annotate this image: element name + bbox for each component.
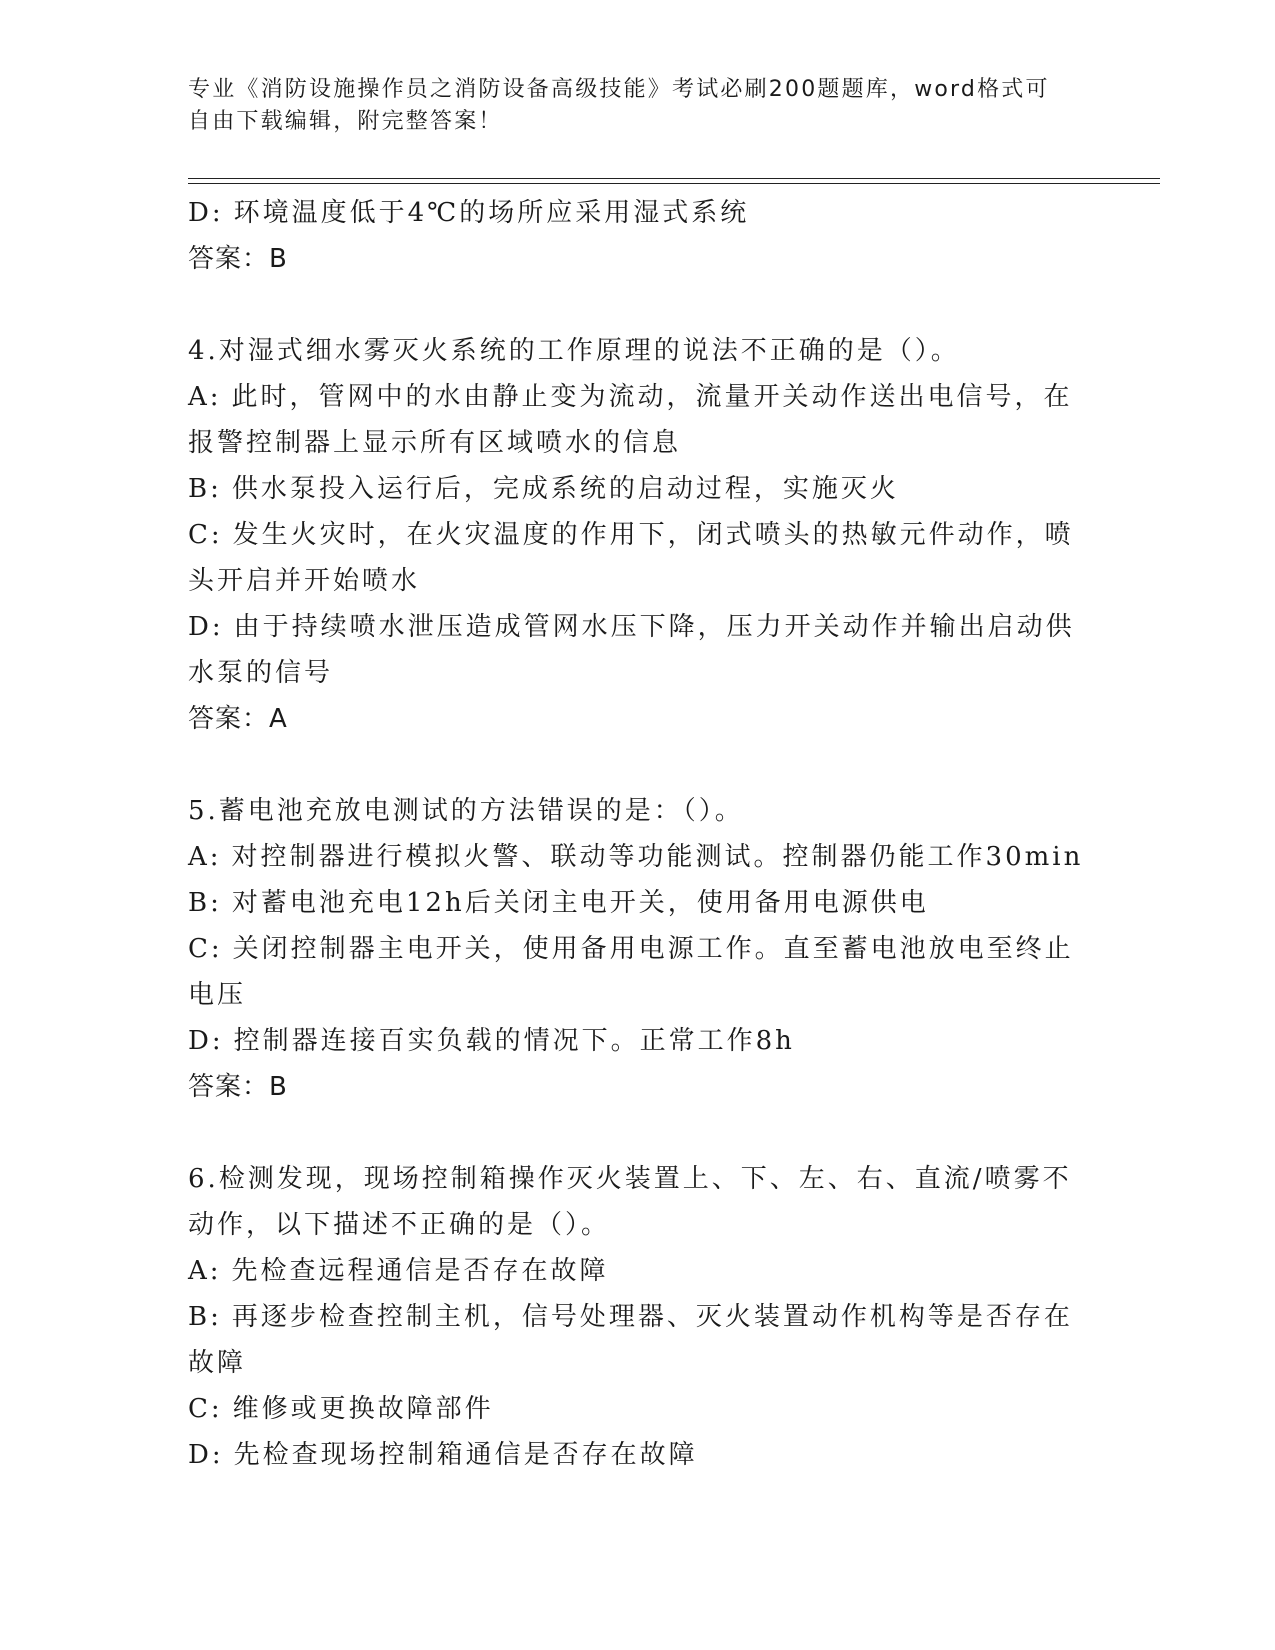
header-line-1: 专业《消防设施操作员之消防设备高级技能》考试必刷200题题库，word格式可 — [188, 77, 1050, 102]
q6-stem: 6.检测发现，现场控制箱操作灭火装置上、下、左、右、直流/喷雾不 — [188, 1164, 1072, 1194]
q5-option-c: C: 关闭控制器主电开关，使用备用电源工作。直至蓄电池放电至终止 — [188, 934, 1074, 964]
q6-option-a: A: 先检查远程通信是否存在故障 — [188, 1256, 609, 1286]
header-divider-bottom — [188, 183, 1160, 184]
q5-stem: 5.蓄电池充放电测试的方法错误的是：（）。 — [188, 796, 744, 826]
q6-option-b: B: 再逐步检查控制主机，信号处理器、灭火装置动作机构等是否存在 — [188, 1302, 1073, 1332]
q4-option-c-cont: 头开启并开始喷水 — [188, 566, 421, 596]
q6-stem-cont: 动作，以下描述不正确的是（）。 — [188, 1210, 611, 1240]
header-divider-top — [188, 178, 1160, 179]
q6-option-b-cont: 故障 — [188, 1348, 247, 1378]
prev-answer: 答案：B — [188, 244, 288, 274]
header-line-2: 自由下载编辑，附完整答案！ — [188, 109, 503, 134]
q5-option-a: A: 对控制器进行模拟火警、联动等功能测试。控制器仍能工作30min — [188, 842, 1084, 872]
q4-option-d: D: 由于持续喷水泄压造成管网水压下降，压力开关动作并输出启动供 — [188, 612, 1075, 642]
q5-answer: 答案：B — [188, 1072, 288, 1102]
q4-option-d-cont: 水泵的信号 — [188, 658, 334, 688]
q6-option-c: C: 维修或更换故障部件 — [188, 1394, 494, 1424]
q4-option-b: B: 供水泵投入运行后，完成系统的启动过程，实施灭火 — [188, 474, 899, 504]
q5-option-d: D: 控制器连接百实负载的情况下。正常工作8h — [188, 1026, 795, 1056]
question-list — [188, 190, 1088, 1478]
q4-stem: 4.对湿式细水雾灭火系统的工作原理的说法不正确的是（）。 — [188, 336, 960, 366]
q4-answer: 答案：A — [188, 704, 288, 734]
q4-option-a: A: 此时，管网中的水由静止变为流动，流量开关动作送出电信号，在 — [188, 382, 1073, 412]
q6-option-d: D: 先检查现场控制箱通信是否存在故障 — [188, 1440, 698, 1470]
q4-option-a-cont: 报警控制器上显示所有区域喷水的信息 — [188, 428, 682, 458]
document-header — [188, 74, 1068, 138]
q4-option-c: C: 发生火灾时，在火灾温度的作用下，闭式喷头的热敏元件动作，喷 — [188, 520, 1074, 550]
q5-option-b: B: 对蓄电池充电12h后关闭主电开关，使用备用电源供电 — [188, 888, 929, 918]
q5-option-c-cont: 电压 — [188, 980, 247, 1010]
prev-option-d: D: 环境温度低于4℃的场所应采用湿式系统 — [188, 198, 750, 228]
